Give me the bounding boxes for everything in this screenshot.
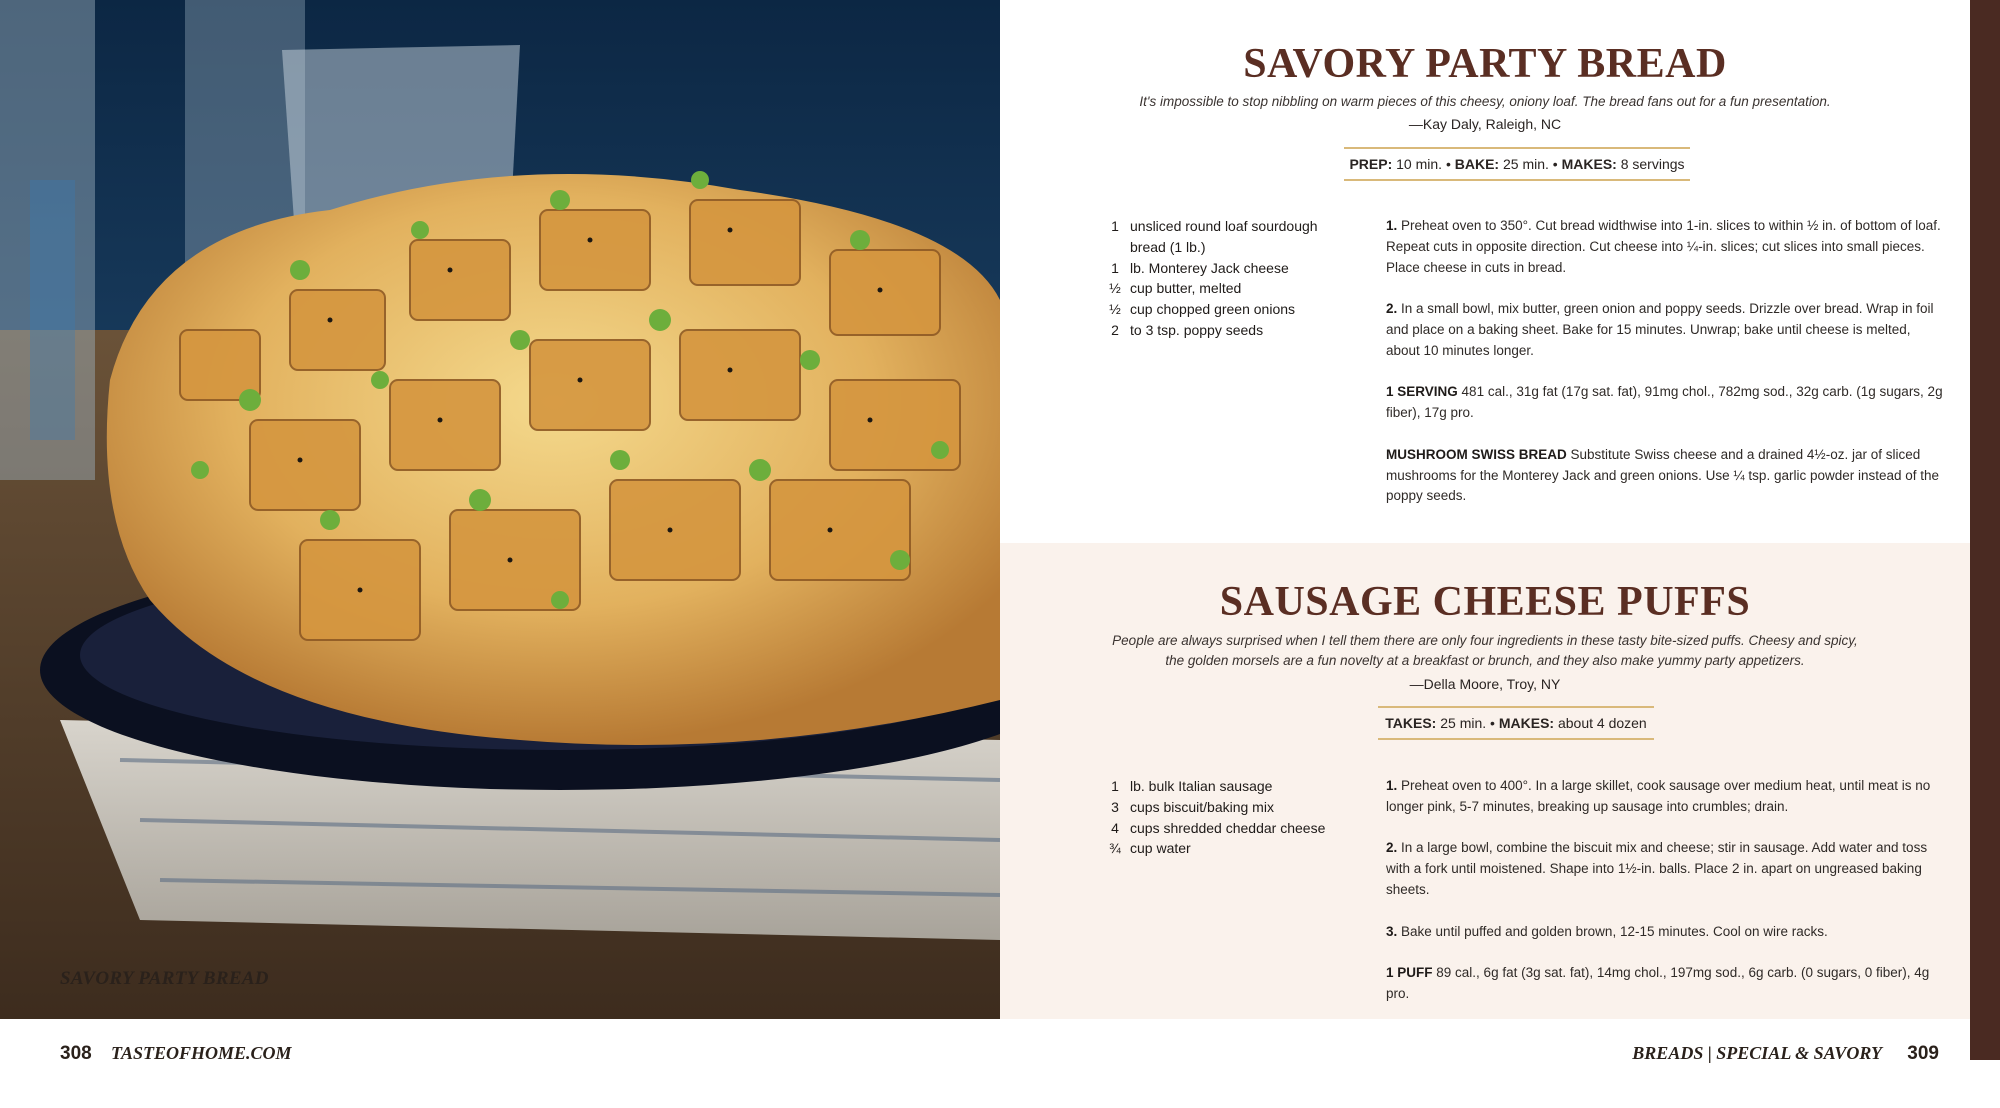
recipe-sausage-cheese-puffs <box>1000 543 1970 1019</box>
page-number-left: 308 <box>60 1043 92 1064</box>
recipe-attribution: —Della Moore, Troy, NY <box>1409 676 1561 692</box>
bake-value: 25 min. <box>1502 156 1549 172</box>
recipe-title: SAVORY PARTY BREAD <box>1243 41 1727 87</box>
makes-label: MAKES: <box>1498 715 1555 731</box>
takes-label: TAKES: <box>1385 715 1437 731</box>
recipe-meta <box>1344 147 1690 181</box>
ingredient-list <box>1100 216 1340 341</box>
ingredient-item <box>1100 838 1340 859</box>
ingredient-item <box>1100 278 1340 299</box>
ingredient-qty: 2 <box>1111 321 1119 338</box>
prep-label: PREP: <box>1349 156 1393 172</box>
recipe-title: SAUSAGE CHEESE PUFFS <box>1219 579 1751 625</box>
ingredient-item <box>1100 797 1340 818</box>
takes-value: 25 min. <box>1440 715 1487 731</box>
ingredient-item <box>1100 818 1340 839</box>
step-number: 3. <box>1386 923 1398 939</box>
ingredient-text: to 3 tsp. poppy seeds <box>1130 321 1264 338</box>
ingredient-text: cup chopped green onions <box>1130 301 1296 318</box>
recipe-intro: It's impossible to stop nibbling on warm pieces of this cheesy, oniony loaf. The bread fans out for a fun presentation. <box>1139 94 1831 109</box>
nutrition-facts <box>1386 382 1946 424</box>
step-text: Bake until puffed and golden brown, 12-15 minutes. Cool on wire racks. <box>1401 923 1828 939</box>
step-text: In a small bowl, mix butter, green onion and poppy seeds. Drizzle over bread. Wrap in foil and place on a baking sheet. Bake for 15 minutes. Unwrap; bake until cheese is melted, about 10 minutes longer. <box>1386 301 1934 358</box>
meta-separator: • <box>1552 156 1558 172</box>
ingredient-qty: 1 <box>1111 218 1119 234</box>
recipe-attribution: —Kay Daly, Raleigh, NC <box>1408 116 1562 132</box>
recipe-photo <box>0 0 1000 1019</box>
meta-separator: • <box>1445 156 1451 172</box>
step <box>1386 922 1946 943</box>
step <box>1386 776 1946 818</box>
ingredient-qty: 1 <box>1111 778 1119 794</box>
ingredient-item <box>1100 216 1340 258</box>
bake-label: BAKE: <box>1454 156 1500 172</box>
recipe-savory-party-bread <box>1000 0 1970 543</box>
makes-value: 8 servings <box>1620 156 1685 172</box>
pull-apart-bread-image <box>0 0 1000 1019</box>
ingredient-text: cup water <box>1130 840 1191 857</box>
recipe-intro-line-1: People are always surprised when I tell them there are only four ingredients in these tasty bite-sized puffs. Cheesy and spicy, <box>1112 633 1858 648</box>
ingredient-text: cup butter, melted <box>1130 280 1242 297</box>
section-title: BREADS | SPECIAL & SAVORY <box>1632 1043 1883 1063</box>
ingredient-list <box>1100 776 1340 859</box>
meta-separator: • <box>1490 715 1495 731</box>
nutrition-text: 481 cal., 31g fat (17g sat. fat), 91mg chol., 782mg sod., 32g carb. (1g sugars, 2g fiber), 17g pro. <box>1386 384 1943 421</box>
step-text: Preheat oven to 350°. Cut bread widthwise into 1-in. slices to within ½ in. of bottom of loaf. Repeat cuts in opposite direction. Cut cheese into ¼-in. slices; cut slices into small pieces. Place cheese in cuts in bread. <box>1386 218 1941 275</box>
ingredient-qty: 1 <box>1111 259 1119 276</box>
ingredient-qty: ½ <box>1109 301 1121 318</box>
step-number: 2. <box>1386 301 1398 317</box>
ingredient-qty: ¾ <box>1109 840 1121 857</box>
recipe-intro-line-2: the golden morsels are a fun novelty at a breakfast or brunch, and they also make yummy party appetizers. <box>1165 653 1805 668</box>
page-number-right: 309 <box>1907 1043 1939 1064</box>
ingredient-item <box>1100 299 1340 320</box>
ingredient-item <box>1100 258 1340 279</box>
recipe-meta <box>1378 706 1654 740</box>
ingredient-qty: ½ <box>1109 280 1121 297</box>
step-text: In a large bowl, combine the biscuit mix and cheese; stir in sausage. Add water and toss with a fork until moistened. Shape into 1½-in. balls. Place 2 in. apart on ungreased baking sheets. <box>1386 840 1928 897</box>
ingredient-text: lb. Monterey Jack cheese <box>1130 259 1289 276</box>
nutrition-text: 89 cal., 6g fat (3g sat. fat), 14mg chol., 197mg sod., 6g carb. (0 sugars, 0 fiber), 4g pro. <box>1386 965 1930 1001</box>
nutrition-facts <box>1386 963 1946 1005</box>
ingredient-item <box>1100 776 1340 797</box>
step <box>1386 299 1946 361</box>
photo-caption: SAVORY PARTY BREAD <box>60 968 269 989</box>
ingredient-qty: 3 <box>1111 798 1119 815</box>
ingredient-qty: 4 <box>1111 819 1119 836</box>
ingredient-text: lb. bulk Italian sausage <box>1130 778 1273 794</box>
step-number: 1. <box>1386 218 1398 233</box>
footer-right <box>1632 1043 1939 1065</box>
step-number: 2. <box>1386 840 1398 856</box>
ingredient-text: cups biscuit/baking mix <box>1130 798 1274 815</box>
variation-text: Substitute Swiss cheese and a drained 4½-oz. jar of sliced mushrooms for the Monterey Jack and green onions. Use ¼ tsp. garlic powder instead of the poppy seeds. <box>1386 446 1940 504</box>
nutrition-label: 1 SERVING <box>1386 384 1458 400</box>
recipe-variation <box>1386 445 1946 507</box>
page-edge-strip <box>1970 0 2000 1060</box>
ingredient-text: cups shredded cheddar cheese <box>1130 819 1326 836</box>
makes-label: MAKES: <box>1561 156 1617 172</box>
variation-label: MUSHROOM SWISS BREAD <box>1386 446 1567 462</box>
step-list <box>1386 776 1946 1026</box>
footer-left <box>60 1043 292 1065</box>
ingredient-text: unsliced round loaf sourdough bread (1 lb.) <box>1130 218 1318 255</box>
makes-value: about 4 dozen <box>1557 715 1647 731</box>
prep-value: 10 min. <box>1396 156 1443 172</box>
ingredient-item <box>1100 320 1340 341</box>
site-name: TASTEOFHOME.COM <box>110 1043 292 1063</box>
step-text: Preheat oven to 400°. In a large skillet, cook sausage over medium heat, until meat is no longer pink, 5-7 minutes, breaking up sausage into crumbles; drain. <box>1386 778 1931 814</box>
step-number: 1. <box>1386 778 1398 793</box>
step-list <box>1386 216 1946 528</box>
step <box>1386 216 1946 278</box>
nutrition-label: 1 PUFF <box>1386 965 1433 981</box>
step <box>1386 838 1946 900</box>
